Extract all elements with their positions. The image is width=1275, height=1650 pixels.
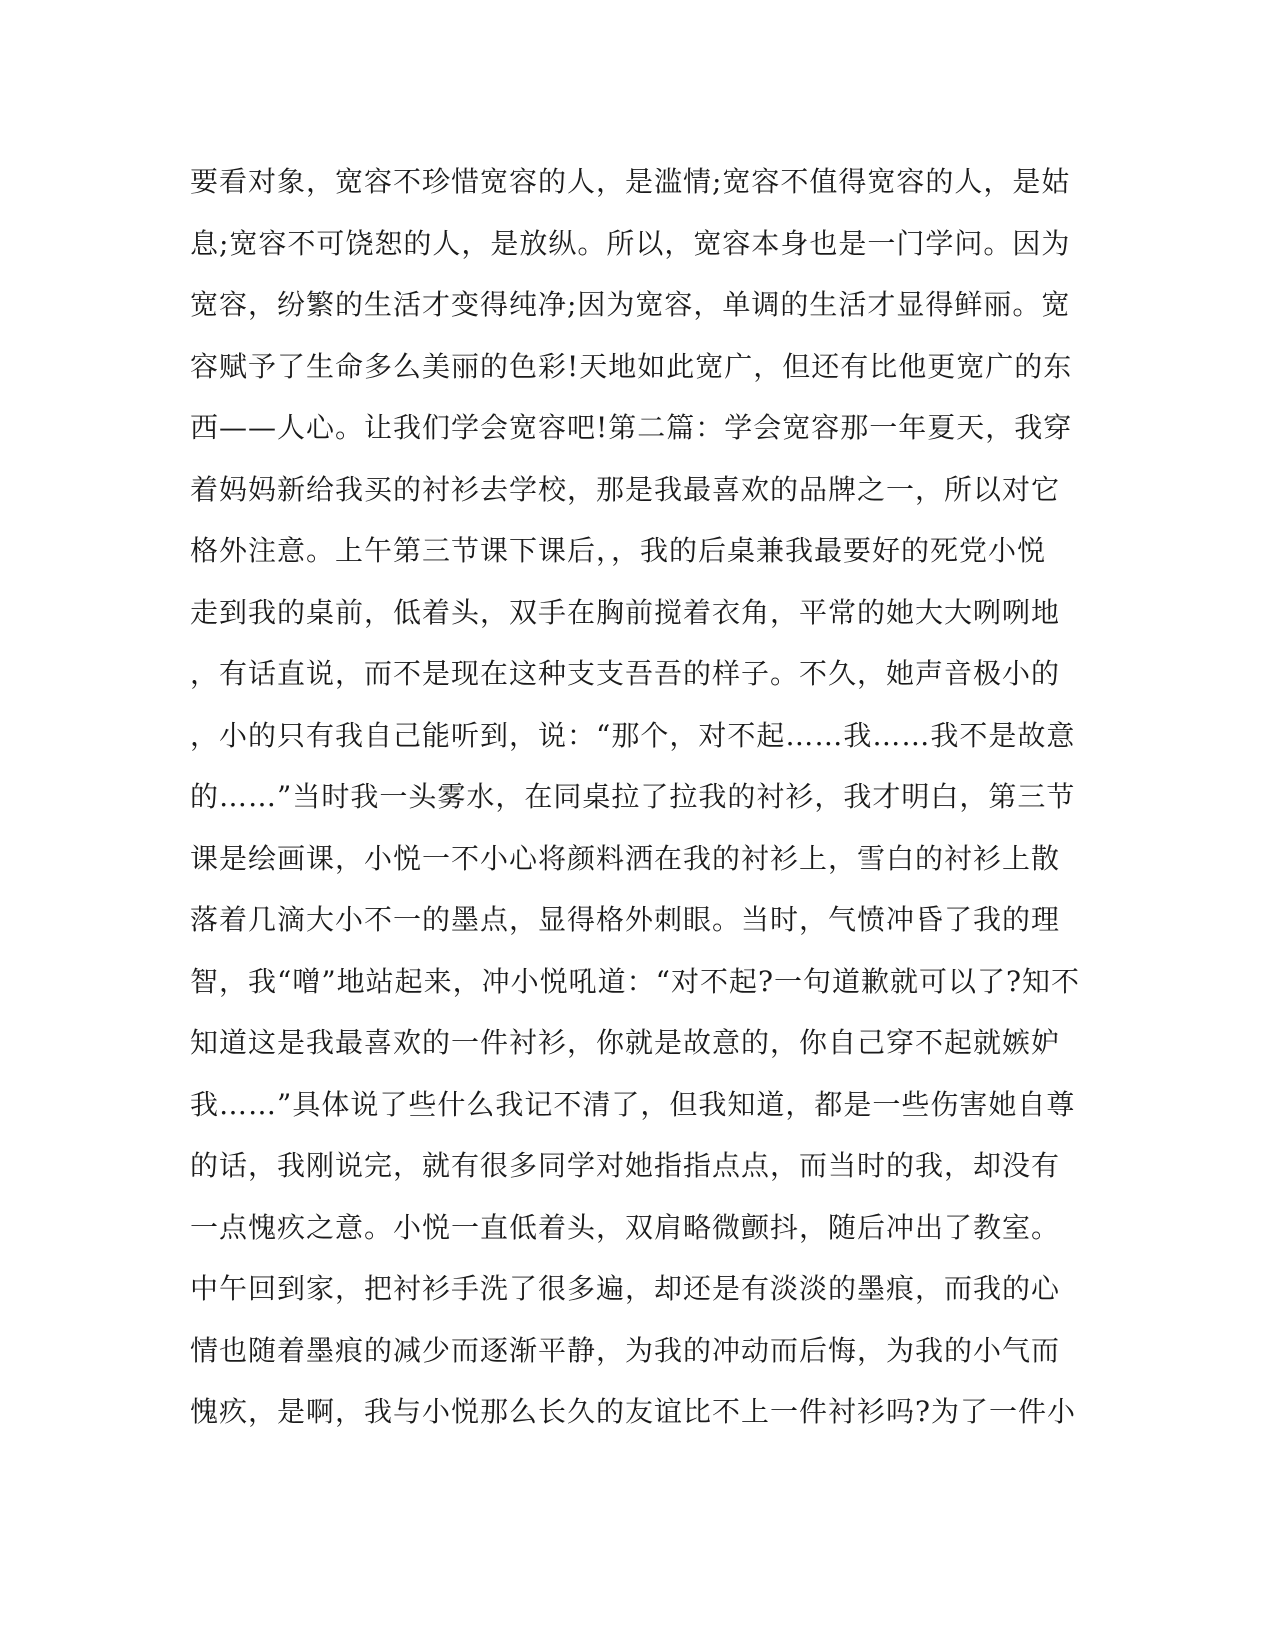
text-line: 宽容，纷繁的生活才变得纯净;因为宽容，单调的生活才显得鲜丽。宽: [190, 288, 1071, 321]
text-line: 的……”当时我一头雾水，在同桌拉了拉我的衬衫，我才明白，第三节: [190, 780, 1076, 813]
text-line: 格外注意。上午第三节课下课后，，我的后桌兼我最要好的死党小悦: [190, 534, 1047, 567]
text-line: 走到我的桌前，低着头，双手在胸前搅着衣角，平常的她大大咧咧地: [190, 595, 1061, 629]
text-line: 息;宽容不可饶恕的人，是放纵。所以，宽容本身也是一门学问。因为: [190, 226, 1071, 260]
body-text: [190, 162, 1090, 1454]
text-line: 落着几滴大小不一的墨点，显得格外刺眼。当时，气愤冲昏了我的理: [190, 903, 1061, 936]
text-line: 的话，我刚说完，就有很多同学对她指指点点，而当时的我，却没有: [190, 1149, 1061, 1182]
text-line: 情也随着墨痕的减少而逐渐平静，为我的冲动而后悔，为我的小气而: [190, 1333, 1061, 1367]
text-line: 容赋予了生命多么美丽的色彩!天地如此宽广，但还有比他更宽广的东: [190, 349, 1073, 383]
text-line: 智，我“噌”地站起来，冲小悦吼道：“对不起?一句道歉就可以了?知不: [190, 964, 1080, 998]
text-line: 课是绘画课，小悦一不小心将颜料洒在我的衬衫上，雪白的衬衫上散: [190, 841, 1061, 875]
text-line: 知道这是我最喜欢的一件衬衫，你就是故意的，你自己穿不起就嫉妒: [190, 1026, 1061, 1059]
text-line: 中午回到家，把衬衫手洗了很多遍，却还是有淡淡的墨痕，而我的心: [190, 1272, 1061, 1305]
text-line: ，小的只有我自己能听到，说：“那个，对不起……我……我不是故意: [190, 718, 1076, 752]
text-line: 西——人心。让我们学会宽容吧!第二篇：学会宽容那一年夏天，我穿: [190, 411, 1073, 444]
text-line: 一点愧疚之意。小悦一直低着头，双肩略微颤抖，随后冲出了教室。: [190, 1210, 1061, 1244]
text-line: 我……”具体说了些什么我记不清了，但我知道，都是一些伤害她自尊: [190, 1087, 1076, 1121]
text-line: 愧疚，是啊，我与小悦那么长久的友谊比不上一件衬衫吗?为了一件小: [190, 1395, 1077, 1428]
text-line: 要看对象，宽容不珍惜宽容的人，是滥情;宽容不值得宽容的人，是姑: [190, 165, 1071, 198]
text-line: ，有话直说，而不是现在这种支支吾吾的样子。不久，她声音极小的: [190, 657, 1061, 690]
text-line: 着妈妈新给我买的衬衫去学校，那是我最喜欢的品牌之一，所以对它: [190, 472, 1061, 506]
